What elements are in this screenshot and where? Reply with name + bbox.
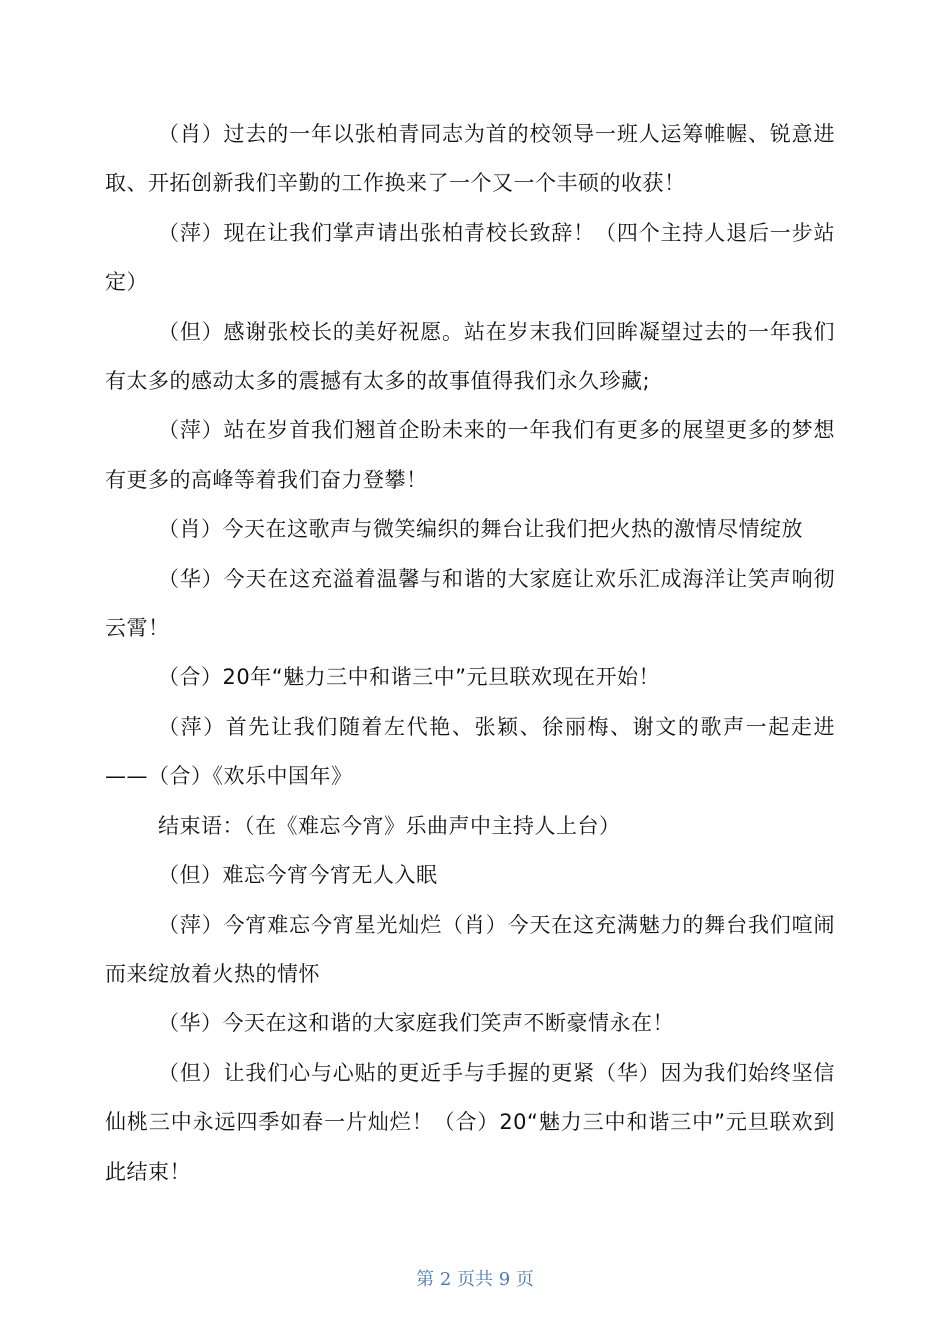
paragraph: （但）让我们心与心贴的更近手与手握的更紧（华）因为我们始终坚信仙桃三中永远四季如春一片灿烂！（合）20“魅力三中和谐三中”元旦联欢到此结束！ (105, 1060, 835, 1184)
paragraph: （华）今天在这充溢着温馨与和谐的大家庭让欢乐汇成海洋让笑声响彻云霄！ (105, 566, 835, 641)
paragraph: （萍）今宵难忘今宵星光灿烂（肖）今天在这充满魅力的舞台我们喧闹而来绽放着火热的情怀 (105, 912, 835, 986)
paragraph: （萍）首先让我们随着左代艳、张颖、徐丽梅、谢文的歌声一起走进——（合）《欢乐中国年》 (105, 714, 835, 789)
page-number: 第 2 页共 9 页 (416, 1269, 534, 1290)
paragraph: （华）今天在这和谐的大家庭我们笑声不断豪情永在！ (158, 1011, 674, 1036)
paragraph: （但）难忘今宵今宵无人入眠 (158, 863, 438, 888)
paragraph: （合）20年“魅力三中和谐三中”元旦联欢现在开始！ (158, 665, 660, 690)
closing-heading: 结束语：（在《难忘今宵》乐曲声中主持人上台） (158, 813, 621, 838)
document-body (105, 110, 835, 1197)
paragraph: （肖）过去的一年以张柏青同志为首的校领导一班人运筹帷幄、锐意进取、开拓创新我们辛勤的工作换来了一个又一个丰硕的收获！ (105, 122, 835, 196)
paragraph: （肖）今天在这歌声与微笑编织的舞台让我们把火热的激情尽情绽放 (158, 517, 803, 542)
paragraph: （但）感谢张校长的美好祝愿。站在岁末我们回眸凝望过去的一年我们有太多的感动太多的震撼有太多的故事值得我们永久珍藏; (105, 319, 835, 394)
paragraph: （萍）站在岁首我们翘首企盼未来的一年我们有更多的展望更多的梦想有更多的高峰等着我们奋力登攀！ (105, 418, 835, 492)
paragraph: （萍）现在让我们掌声请出张柏青校长致辞！（四个主持人退后一步站定） (105, 220, 835, 295)
